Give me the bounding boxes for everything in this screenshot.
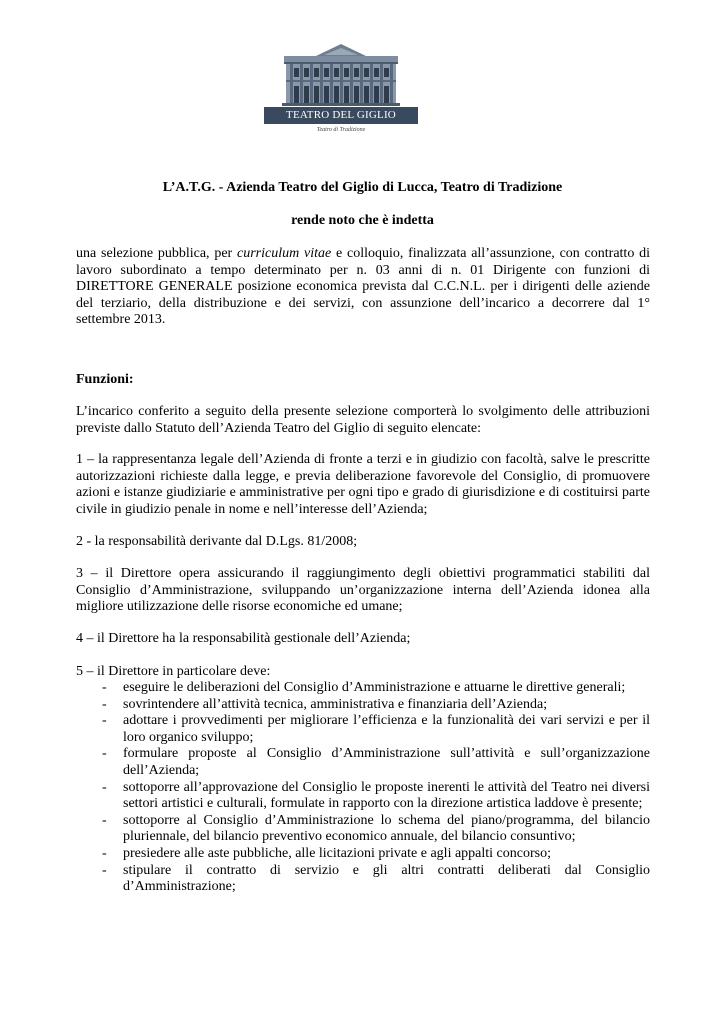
list-item	[76, 713, 650, 746]
list-item-text: sottoporre all’approvazione del Consiglio le proposte inerenti le attività del Teatro nei diversi settori artistici e culturali, formulate in rapporto con la direzione artistica laddove è presente;	[123, 779, 650, 812]
intro-italic-term: curriculum vitae	[237, 246, 332, 261]
paragraph-incarico	[76, 404, 650, 437]
list-item-text: sottoporre al Consiglio d’Amministrazione lo schema del piano/programma, del bilancio pluriennale, del bilancio preventivo economico annuale, del bilancio consuntivo;	[123, 812, 650, 845]
document-title: L’A.T.G. - Azienda Teatro del Giglio di Lucca, Teatro di Tradizione	[162, 180, 563, 195]
paragraph-text: 5 – il Direttore in particolare deve:	[76, 664, 271, 679]
bullet-dash: -	[102, 746, 107, 762]
list-item-text: presiedere alle aste pubbliche, alle licitazioni private e agli appalti concorso;	[123, 845, 551, 861]
paragraph-text: 3 – il Direttore opera assicurando il raggiungimento degli obiettivi programmatici stabiliti dal Consiglio d’Amministrazione, sviluppando un’organizzazione interna dell’Azienda idonea alla migliore utilizzazione delle risorse economiche ed umane;	[76, 566, 650, 615]
duties-list	[76, 680, 650, 896]
intro-text-after: e colloquio, finalizzata all’assunzione, con contratto di lavoro subordinato a tempo determinato per n. 03 anni di n. 01 Dirigente con funzioni di DIRETTORE GENERALE posizione economica prevista dal C.C.N.L. per i dirigenti delle aziende del terziario, della distribuzione e dei servizi, con assunzione dell’incarico a decorrere dal 1° settembre 2013.	[76, 246, 650, 328]
document-subtitle: rende noto che è indetta	[291, 213, 434, 228]
paragraph-text: 1 – la rappresentanza legale dell’Azienda di fronte a terzi e in giudizio con facoltà, salve le prescritte autorizzazioni richieste dalla legge, e previa deliberazione favorevole del Consiglio, di promuovere azioni e istanze giudiziarie e amministrative per ogni tipo e grado di giurisdizione e di costituirsi parte civile in giudizio penale in nome e nell’interesse dell’Azienda;	[76, 452, 650, 517]
list-item-text: stipulare il contratto di servizio e gli altri contratti deliberati dal Consiglio d’Amministrazione;	[123, 862, 650, 895]
list-item-text: formulare proposte al Consiglio d’Amministrazione sull’attività e sull’organizzazione dell’Azienda;	[123, 746, 650, 778]
list-item	[76, 697, 650, 714]
list-item	[76, 780, 650, 813]
list-item	[76, 680, 650, 697]
duties-list-container	[76, 680, 650, 896]
bullet-dash: -	[102, 862, 107, 878]
bullet-dash: -	[102, 779, 107, 795]
teatro-logo	[264, 42, 418, 146]
list-item-text: adottare i provvedimenti per migliorare l’efficienza e la funzionalità dei vari servizi e per il loro organico sviluppo;	[123, 713, 650, 745]
list-item	[76, 863, 650, 896]
list-item	[76, 746, 650, 779]
paragraph-function-4	[76, 631, 650, 648]
paragraph-function-5	[76, 664, 650, 681]
logo-name: TEATRO DEL GIGLIO	[264, 107, 418, 124]
list-item	[76, 846, 650, 863]
bullet-dash: -	[102, 713, 107, 729]
bullet-dash: -	[102, 812, 107, 828]
paragraph-function-2	[76, 534, 650, 551]
list-item	[76, 813, 650, 846]
paragraph-text: L’incarico conferito a seguito della presente selezione comporterà lo svolgimento delle attribuzioni previste dallo Statuto dell’Azienda Teatro del Giglio di seguito elencate:	[76, 404, 650, 436]
bullet-dash: -	[102, 696, 107, 712]
paragraph-function-1	[76, 452, 650, 518]
theatre-building-icon	[264, 42, 418, 106]
bullet-dash: -	[102, 680, 107, 695]
bullet-dash: -	[102, 845, 107, 861]
intro-paragraph	[76, 246, 650, 329]
paragraph-text: 4 – il Direttore ha la responsabilità gestionale dell’Azienda;	[76, 631, 411, 646]
paragraph-text: 2 - la responsabilità derivante dal D.Lgs. 81/2008;	[76, 534, 358, 549]
logo-subtitle: Teatro di Tradizione	[316, 127, 366, 133]
paragraph-function-3	[76, 566, 650, 616]
intro-text-before: una selezione pubblica, per	[76, 246, 237, 261]
section-heading-funzioni: Funzioni:	[76, 372, 134, 387]
list-item-text: eseguire le deliberazioni del Consiglio d’Amministrazione e attuarne le direttive generali;	[123, 680, 626, 695]
list-item-text: sovrintendere all’attività tecnica, amministrativa e finanziaria dell’Azienda;	[123, 696, 548, 712]
